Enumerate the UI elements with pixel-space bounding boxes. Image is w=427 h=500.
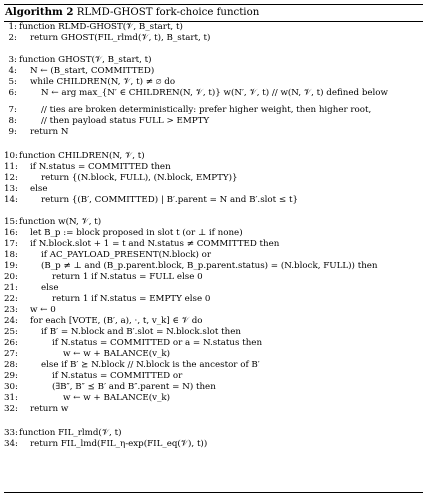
line-text: return {(B′, COMMITTED) | B′.parent = N and B′.slot ≤ t} — [41, 195, 298, 205]
line-number: 18: — [4, 250, 18, 260]
line-number: 6: — [8, 88, 17, 98]
line-number: 10: — [4, 151, 18, 161]
line-text: if N.status = COMMITTED then — [30, 162, 171, 172]
line-text: else if B′ ⪰ N.block // N.block is the ancestor of B′ — [41, 360, 260, 370]
algorithm-body — [4, 22, 423, 452]
line-text: N ← arg max_{N′ ∈ CHILDREN(N, 𝒱, t)} w(N′, 𝒱, t) // w(N, 𝒱, t) defined below — [41, 88, 388, 98]
line-number: 17: — [4, 239, 18, 249]
line-number: 14: — [4, 195, 18, 205]
line-text: else — [30, 184, 48, 194]
line-number: 15: — [4, 217, 18, 227]
line-text: // then payload status FULL > EMPTY — [41, 116, 210, 126]
line-number: 8: — [8, 116, 17, 126]
line-text: function FIL_rlmd(𝒱, t) — [19, 428, 122, 438]
line-number: 23: — [4, 305, 18, 315]
line-text: return FIL_lmd(FIL_η-exp(FIL_eq(𝒱), t)) — [30, 439, 208, 449]
algorithm-label: Algorithm 2 — [5, 6, 74, 18]
line-text: let B_p := block proposed in slot t (or ⊥ if none) — [30, 228, 243, 238]
line-number: 2: — [8, 33, 17, 43]
line-text: function CHILDREN(N, 𝒱, t) — [19, 151, 145, 161]
bottom-rule — [4, 492, 423, 493]
line-text: if N.block.slot + 1 = t and N.status ≠ COMMITTED then — [30, 239, 280, 249]
line-text: // ties are broken deterministically: prefer higher weight, then higher root, — [41, 105, 372, 115]
line-number: 1: — [8, 22, 17, 32]
line-text: function RLMD-GHOST(𝒱, B_start, t) — [19, 22, 183, 32]
line-number: 11: — [4, 162, 18, 172]
line-text: (B_p ≠ ⊥ and (B_p.parent.block, B_p.parent.status) = (N.block, FULL)) then — [41, 261, 378, 271]
line-number: 24: — [4, 316, 18, 326]
line-text: N ← (B_start, COMMITTED) — [30, 66, 155, 76]
line-text: return w — [30, 404, 69, 414]
line-number: 7: — [8, 105, 17, 115]
line-text: w ← w + BALANCE(v_k) — [63, 349, 171, 359]
line-text: if AC_PAYLOAD_PRESENT(N.block) or — [41, 250, 212, 260]
line-number: 30: — [4, 382, 18, 392]
line-text: else — [41, 283, 59, 293]
line-text: if N.status = COMMITTED or a = N.status then — [52, 338, 263, 348]
line-text: return 1 if N.status = EMPTY else 0 — [52, 294, 211, 304]
line-text: function w(N, 𝒱, t) — [19, 217, 102, 227]
line-text: if B′ = N.block and B′.slot = N.block.slot then — [41, 327, 241, 337]
line-number: 4: — [8, 66, 17, 76]
line-number: 12: — [4, 173, 18, 183]
line-number: 27: — [4, 349, 18, 359]
algorithm-caption — [4, 5, 423, 20]
line-number: 21: — [4, 283, 18, 293]
line-number: 13: — [4, 184, 18, 194]
line-text: w ← w + BALANCE(v_k) — [63, 393, 171, 403]
line-text: (∃B″, B″ ⪯ B′ and B″.parent = N) then — [52, 382, 216, 392]
line-number: 9: — [8, 127, 17, 137]
line-number: 26: — [4, 338, 18, 348]
line-text: if N.status = COMMITTED or — [52, 371, 183, 381]
line-number: 34: — [4, 439, 18, 449]
line-text: w ← 0 — [30, 305, 56, 315]
line-text: for each [VOTE, (B′, a), ·, t, v_k] ∈ 𝒱 do — [30, 316, 203, 326]
line-number: 19: — [4, 261, 18, 271]
line-text: function GHOST(𝒱, B_start, t) — [19, 55, 152, 65]
line-text: return {(N.block, FULL), (N.block, EMPTY)} — [41, 173, 238, 183]
line-number: 32: — [4, 404, 18, 414]
line-number: 3: — [8, 55, 17, 65]
line-number: 16: — [4, 228, 18, 238]
line-text: while CHILDREN(N, 𝒱, t) ≠ ∅ do — [30, 77, 176, 87]
line-number: 28: — [4, 360, 18, 370]
line-number: 29: — [4, 371, 18, 381]
algorithm-box — [4, 4, 423, 452]
line-number: 31: — [4, 393, 18, 403]
algorithm-title: RLMD-GHOST fork-choice function — [76, 7, 260, 18]
line-text: return 1 if N.status = FULL else 0 — [52, 272, 203, 282]
line-number: 33: — [4, 428, 18, 438]
line-number: 22: — [4, 294, 18, 304]
line-text: return GHOST(FIL_rlmd(𝒱, t), B_start, t) — [30, 33, 211, 43]
line-number: 20: — [4, 272, 18, 282]
line-number: 25: — [4, 327, 18, 337]
line-text: return N — [30, 127, 69, 137]
line-number: 5: — [8, 77, 17, 87]
